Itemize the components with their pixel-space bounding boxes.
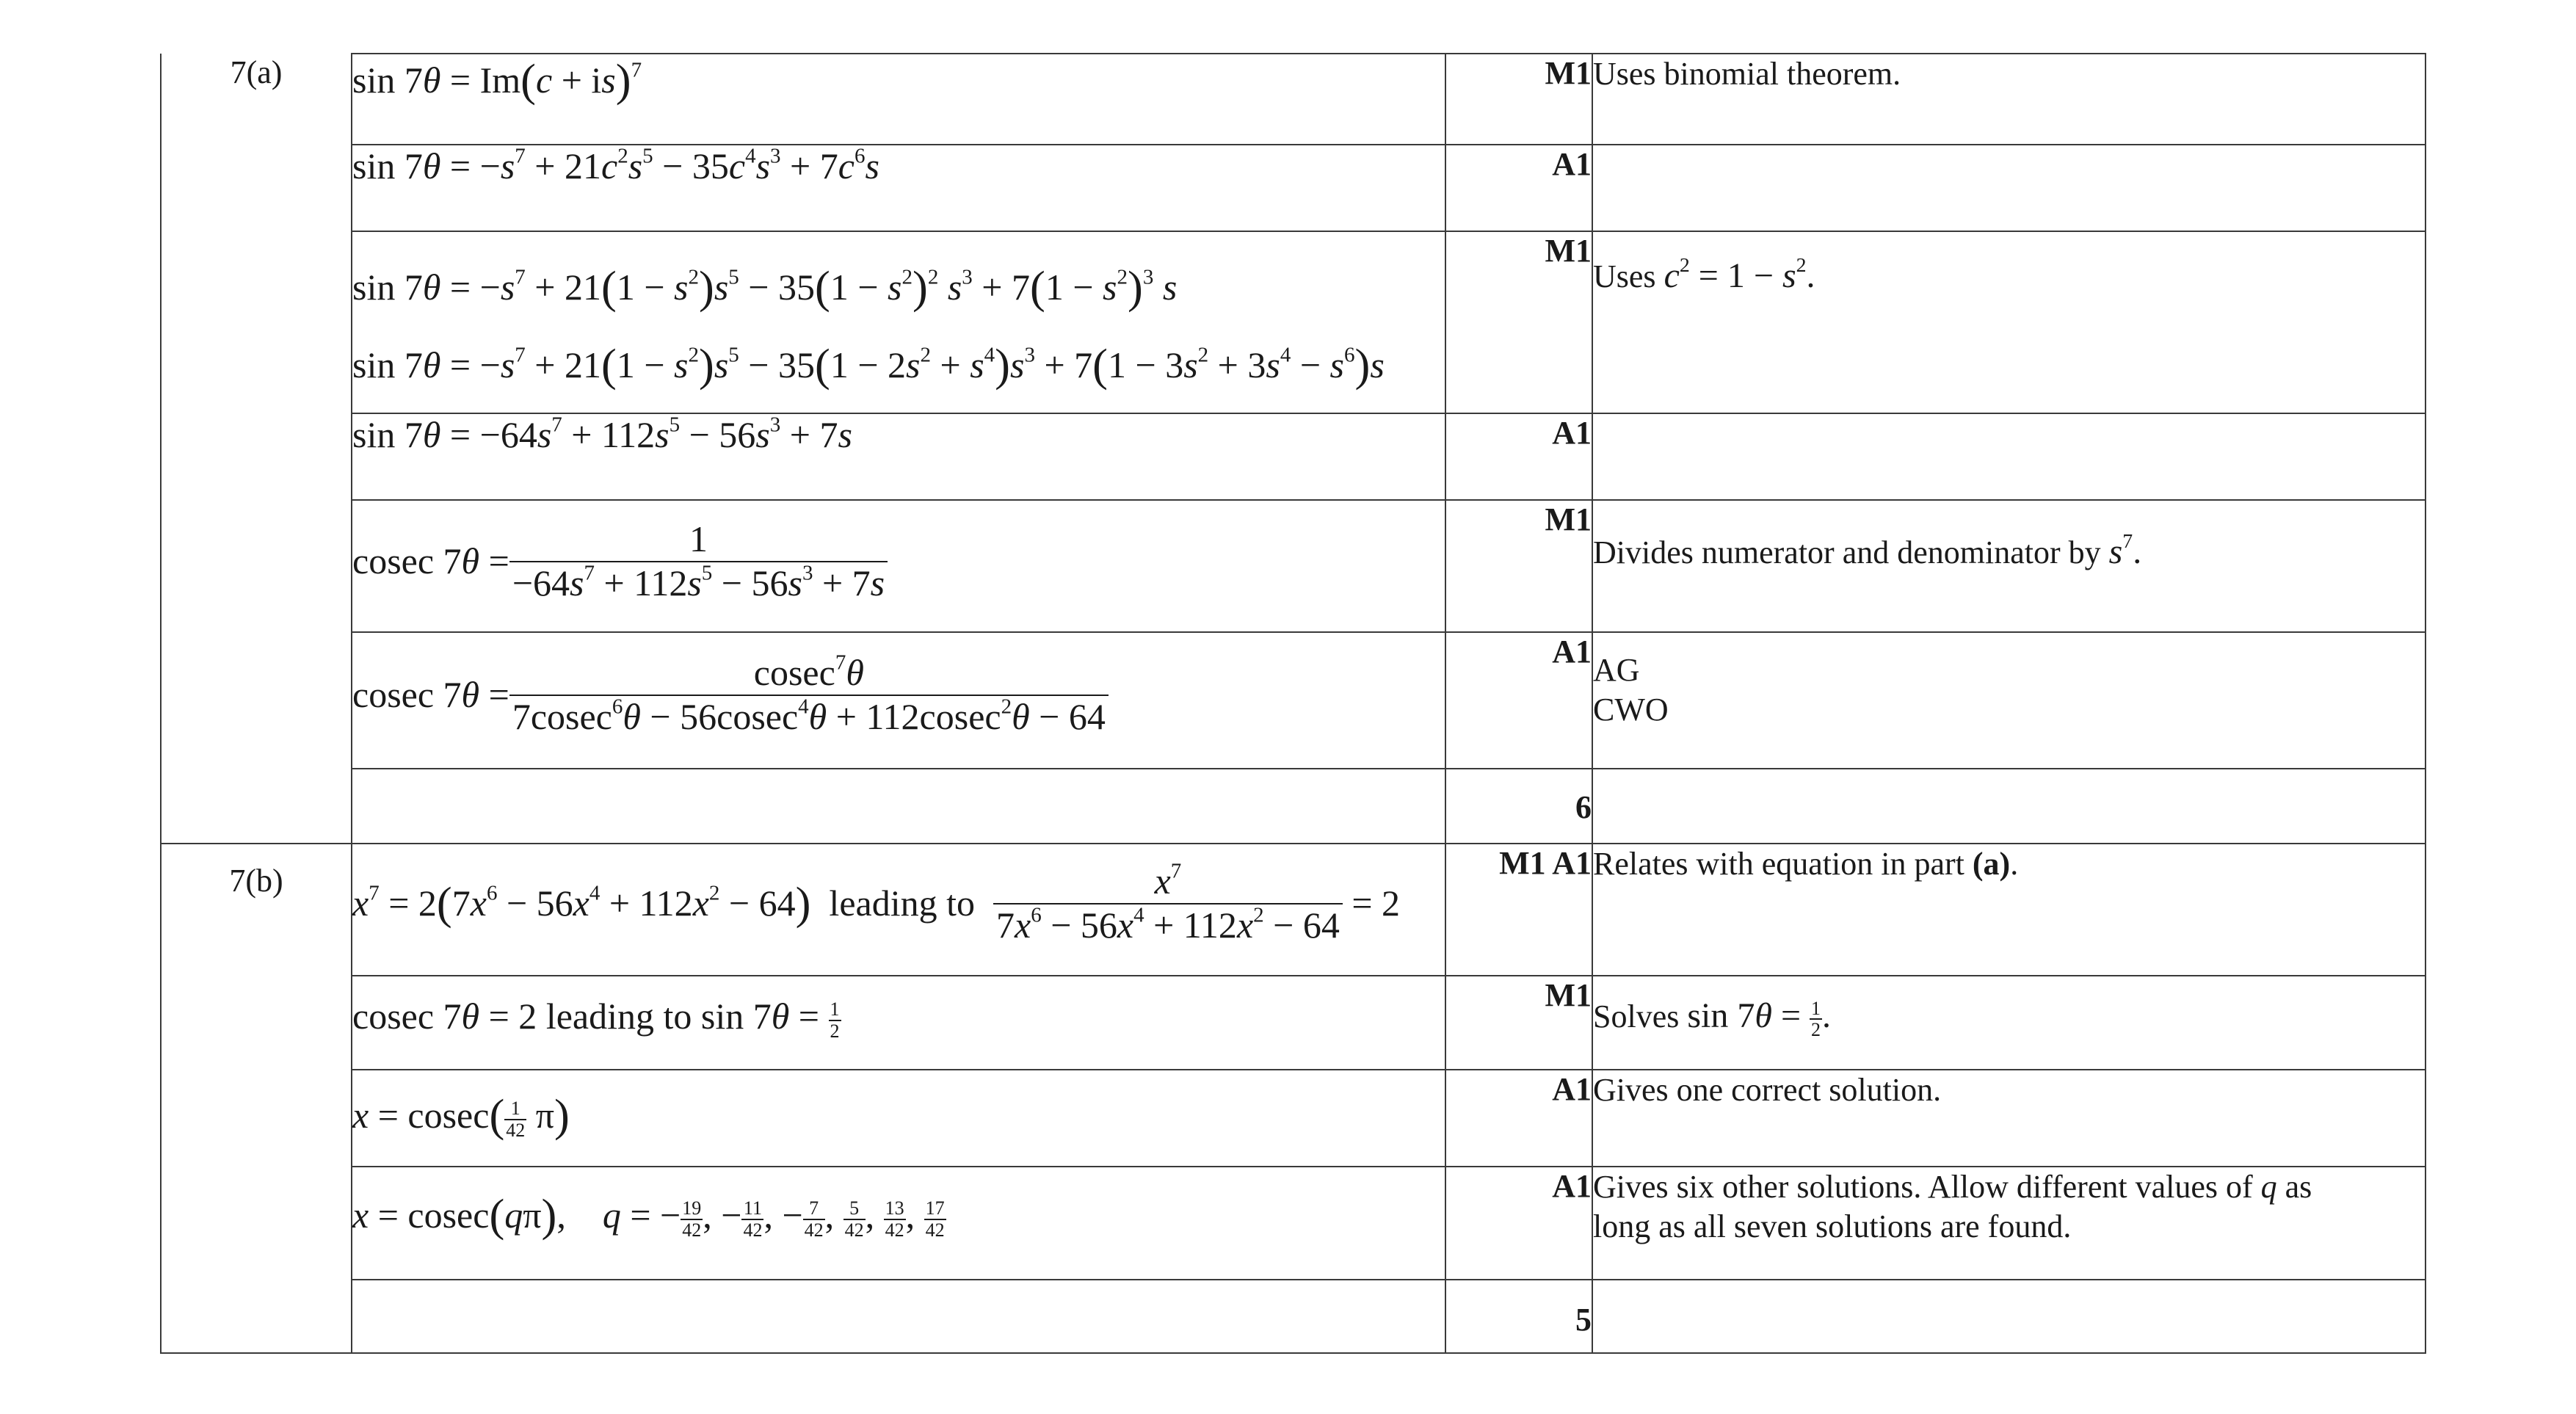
math-expression: cosec 7θ = $\frac{cosec^7\theta}{7cosec^6\theta - 56cosec^4\theta + 112cosec^2\theta - 64}$ [352,652,1445,738]
math-expression: sin 7θ = $\frac{1}{2}$ . [1687,996,1832,1040]
table-row [161,231,2426,413]
math-expression: $c^2 = 1 - s^2$. [1663,254,1815,295]
table-row [161,976,2426,1070]
guidance-text: Gives one correct solution. [1593,1072,1942,1108]
math-expression: cosec 7θ = $\frac{1}{-64s^7 + 112s^5 - 56s^3 + 7s}$ [352,518,1445,604]
answer-cell [352,145,1445,231]
mark-label: A1 [1552,634,1592,670]
guidance-cell [1592,1070,2426,1167]
mark-cell [1445,1280,1592,1353]
math-expression: $x^7 = 2(7x^6 - 56x^4 + 112x^2 - 64)$ leading to $\frac{x^7}{7x^6 - 56x^4 + 112x^2 - 64}$ = 2 [352,859,1401,946]
table-row [161,844,2426,976]
guidance-text: Gives six other solutions. Allow different values of [1593,1169,2253,1205]
mark-cell [1445,413,1592,500]
total-marks: 6 [1575,789,1592,825]
table-row [161,500,2426,632]
answer-cell [352,769,1445,844]
math-expression: x = cosec( $\frac{1}{42}$ π) [352,1089,570,1141]
mark-cell [1445,1167,1592,1280]
math-expression: $\sin 7\theta = -s^7 + 21(1 - s^2)s^5 - 35(1 - s^2)^2$ $s^3 + 7(1 - s^2)^3$ s [352,261,1178,313]
fraction: $\frac{cosec^7\theta}{7cosec^6\theta - 56cosec^4\theta + 112cosec^2\theta - 64}$ [509,652,1109,738]
leading-to-text: leading to [545,996,692,1037]
guidance-text: CWO [1593,692,1669,728]
fraction: $\frac{1}{2}$ [830,998,840,1042]
answer-cell [352,1280,1445,1353]
guidance-text: Divides numerator and denominator by [1593,534,2101,570]
mark-cell [1445,1070,1592,1167]
math-expression: $\sin 7\theta = -s^7 + 21(1 - s^2)s^5 - 35(1 - 2s^2 + s^4)s^3 + 7(1 - 3s^2 + 3s^4 - s^6)s$ [352,339,1385,391]
answer-cell: cosec 7θ = 2 leading to sin 7θ = $\frac{1}{2}$ [352,976,1445,1070]
table-row [161,1070,2426,1167]
guidance-cell [1592,54,2426,145]
table-row [161,145,2426,231]
answer-cell [352,500,1445,632]
guidance-text: long as all seven solutions are found. [1593,1208,2072,1245]
answer-cell [352,844,1445,976]
math-expression: $s^7$. [2108,530,2142,571]
fraction: $\frac{x^7}{7x^6 - 56x^4 + 112x^2 - 64}$ [993,860,1343,946]
mark-cell [1445,976,1592,1070]
table-row [161,413,2426,500]
guidance-cell [1592,413,2426,500]
question-number-7b: 7(b) [229,863,283,899]
table-row [161,1167,2426,1280]
mark-cell [1445,769,1592,844]
answer-cell [352,231,1445,413]
mark-label: M1 A1 [1499,845,1592,881]
mark-cell [1445,54,1592,145]
guidance-cell [1592,769,2426,844]
table-row [161,54,2426,145]
mark-scheme-table [160,53,2426,1354]
question-number-cell [161,54,352,844]
guidance-cell: Gives six other solutions. Allow different values of q as long as all seven solutions are found. [1592,1167,2426,1280]
mark-label: A1 [1552,1168,1592,1204]
total-marks: 5 [1575,1302,1592,1338]
guidance-text: Relates with equation in part [1593,846,1964,882]
mark-cell [1445,500,1592,632]
mark-label: A1 [1552,1071,1592,1107]
mark-cell [1445,632,1592,769]
math-expression: $\sin 7\theta = -s^7 + 21c^2s^5 - 35c^4s^3 + 7c^6s$ [352,144,879,186]
guidance-bold-ref: (a) [1972,846,2011,882]
guidance-text: Uses binomial theorem. [1593,56,1901,92]
answer-cell [352,54,1445,145]
guidance-cell [1592,976,2426,1070]
mark-label: M1 [1545,233,1592,269]
guidance-cell [1592,145,2426,231]
guidance-cell [1592,632,2426,769]
mark-label: M1 [1545,55,1592,91]
fraction: $\frac{1}{-64s^7 + 112s^5 - 56s^3 + 7s}$ [509,518,888,604]
guidance-text: Solves [1593,998,1680,1034]
guidance-text: AG [1593,652,1640,688]
leading-to-text: leading to [829,882,975,924]
math-expression: x = cosec(qπ), q = − $\frac{19}{42}$ , − $\frac{11}{42}$ , − $\frac{7}{42}$ , $\frac{5}{42}$ , $\frac{13}{42}$ , $\frac{17}{42}$ [352,1189,945,1241]
question-number-7a: 7(a) [230,54,283,90]
guidance-cell [1592,1280,2426,1353]
guidance-cell: Relates with equation in part (a). [1592,844,2426,976]
math-expression: $\sin 7\theta = -64s^7 + 112s^5 - 56s^3 + 7s$ [352,413,852,455]
question-number-cell [161,844,352,1353]
answer-cell [352,632,1445,769]
answer-cell [352,1070,1445,1167]
answer-cell [352,413,1445,500]
answer-cell [352,1167,1445,1280]
guidance-text: Uses [1593,258,1656,294]
math-expression: sin 7θ = Im(c + is)$^7$ [352,54,642,106]
table-row-total [161,769,2426,844]
guidance-cell [1592,500,2426,632]
mark-label: M1 [1545,501,1592,537]
math-expression: cosec 7θ = 2 [352,996,546,1037]
mark-label: A1 [1552,146,1592,182]
guidance-cell [1592,231,2426,413]
table-row [161,632,2426,769]
mark-label: A1 [1552,415,1592,451]
mark-cell [1445,145,1592,231]
table-row-total [161,1280,2426,1353]
mark-cell [1445,231,1592,413]
mark-label: M1 [1545,977,1592,1013]
mark-cell [1445,844,1592,976]
guidance-text: as [2285,1169,2312,1205]
